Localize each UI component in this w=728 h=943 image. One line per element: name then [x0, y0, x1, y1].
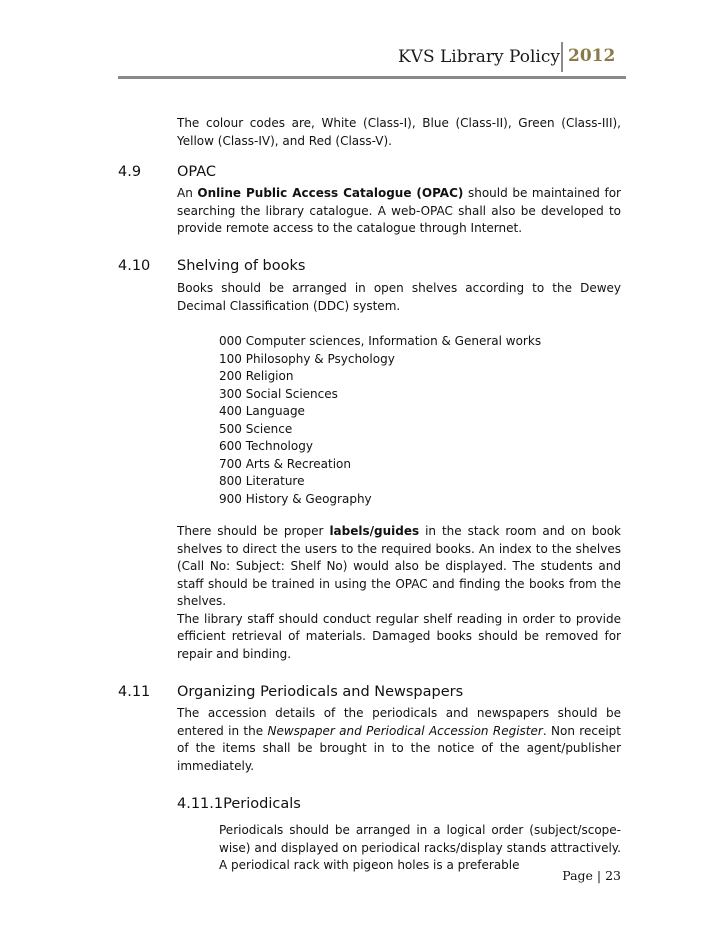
ddc-item: 600 Technology	[219, 439, 313, 453]
ddc-item: 100 Philosophy & Psychology	[219, 351, 395, 366]
ddc-item: 800 Literature	[219, 474, 305, 488]
colour-codes-paragraph: The colour codes are, White (Class-I), Blue (Class-II), Green (Class-III), Yellow (Class-IV), and Red (Class-V).	[177, 116, 621, 148]
ddc-item: 200 Religion	[219, 369, 294, 383]
opac-paragraph	[177, 185, 621, 238]
register-name: Newspaper and Periodical Accession Register	[267, 723, 543, 738]
page-header	[0, 40, 728, 80]
section-number-shelving: 4.10	[118, 258, 151, 274]
opac-text-pre: An	[177, 186, 198, 200]
section-title-opac: OPAC	[177, 164, 217, 180]
periodicals-paragraph	[177, 705, 621, 775]
periodicals-text-post: . Non receipt of the items shall be brought in to the notice of the agent/publisher immediately.	[177, 723, 622, 773]
page-number: Page | 23	[562, 868, 621, 883]
section-title-periodicals: Organizing Periodicals and Newspapers	[177, 684, 464, 700]
opac-text-bold: Online Public Access Catalogue (OPAC)	[197, 186, 464, 200]
section-number-periodicals: 4.11	[118, 684, 151, 700]
periodicals-text-pre: The accession details of the periodicals and newspapers should be entered in the	[177, 706, 621, 738]
header-rule	[118, 76, 626, 79]
guides-text-bold: labels/guides	[329, 524, 420, 538]
subsection-title-periodicals: 4.11.1Periodicals	[177, 796, 301, 812]
section-title-shelving: Shelving of books	[177, 258, 306, 274]
ddc-item: 400 Language	[219, 404, 305, 418]
ddc-item: 900 History & Geography	[219, 491, 372, 506]
ddc-item: 300 Social Sciences	[219, 386, 338, 401]
document-year: 2012	[568, 46, 616, 66]
header-separator	[561, 42, 563, 72]
labels-guides-paragraph	[177, 523, 621, 663]
shelving-intro-paragraph: Books should be arranged in open shelves according to the Dewey Decimal Classification (DDC) system.	[177, 281, 621, 313]
section-number-opac: 4.9	[118, 164, 142, 180]
shelf-reading-text: The library staff should conduct regular shelf reading in order to provide efficient retrieval of materials. Damaged books should be removed for repair and binding.	[177, 611, 621, 661]
periodicals-subsection-paragraph: Periodicals should be arranged in a logical order (subject/scope-wise) and displayed on periodical racks/display stands attractively. A periodical rack with pigeon holes is a preferable	[219, 823, 621, 872]
ddc-item: 700 Arts & Recreation	[219, 456, 351, 471]
guides-text-pre: There should be proper	[177, 524, 330, 538]
ddc-item: 500 Science	[219, 421, 293, 436]
opac-text-post: should be maintained for searching the library catalogue. A web-OPAC shall also be developed to provide remote access to the catalogue through Internet.	[177, 186, 621, 235]
guides-text-post: in the stack room and on book shelves to direct the users to the required books. An index to the shelves (Call No: Subject: Shelf No) would also be displayed. The students and staff should be trained in using the OPAC and finding the books from the shelves.	[177, 524, 621, 608]
ddc-item: 000 Computer sciences, Information & General works	[219, 334, 542, 348]
document-title: KVS Library Policy	[397, 47, 560, 67]
ddc-class-list	[219, 333, 541, 508]
